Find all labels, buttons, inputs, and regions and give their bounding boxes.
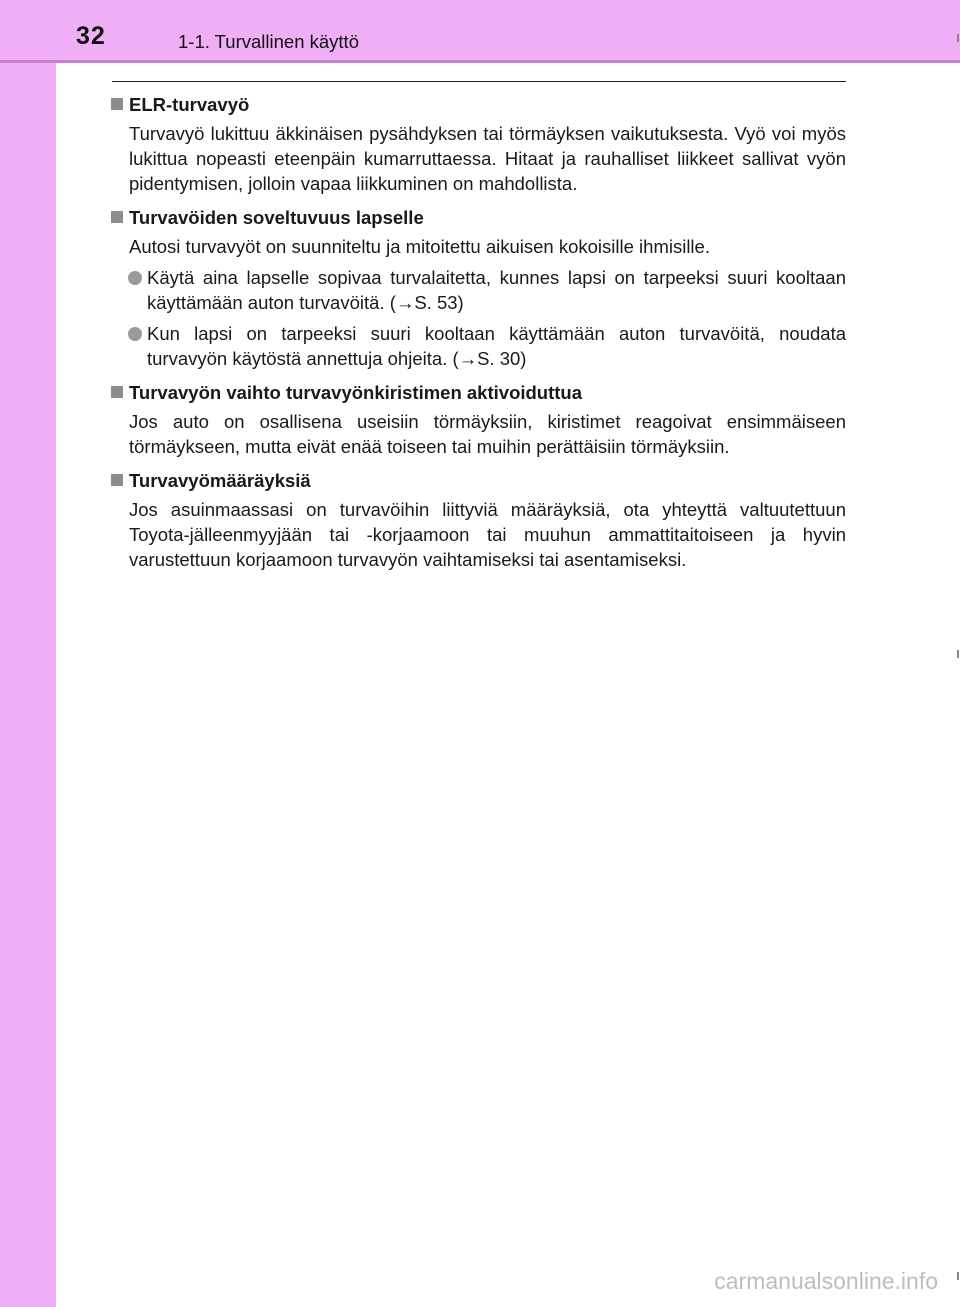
crop-mark (957, 34, 959, 42)
round-bullet-icon (128, 327, 142, 341)
section-body: Jos asuinmaassasi on turvavöihin liittyviä määräyksiä, ota yhteyttä valtuutettuun Toyota-jälleenmyyjään tai -korjaamoon tai muuhun ammattitaitoiseen ja hyvin varustettuun korjaamoon turvavyön vaihtamiseksi tai asentamiseksi. (129, 499, 846, 570)
chapter-title: 1-1. Turvallinen käyttö (178, 31, 359, 52)
square-bullet-icon (111, 474, 123, 486)
section-body: Turvavyö lukittuu äkkinäisen pysähdyksen tai törmäyksen vaikutuksesta. Vyö voi myös lukittua nopeasti eteenpäin kumarruttaessa. Hitaat ja rauhalliset liikkeet sallivat vyön pidentymisen, jolloin vapaa liikkuminen on mahdollista. (129, 123, 846, 194)
page-number: 32 (76, 22, 106, 50)
section-heading-elr (110, 92, 846, 117)
side-color-strip (0, 0, 56, 1307)
section-heading-regulations (110, 468, 846, 493)
watermark: carmanualsonline.info (714, 1268, 938, 1294)
section-heading-pretensioner (110, 380, 846, 405)
crop-mark (957, 1272, 959, 1280)
section-title: ELR-turvavyö (129, 94, 250, 115)
list-item (110, 321, 846, 371)
section-title: Turvavöiden soveltuvuus lapselle (129, 207, 424, 228)
section-heading-child-suitability (110, 205, 846, 230)
round-bullet-icon (128, 271, 142, 285)
crop-mark (957, 650, 959, 658)
list-item (110, 265, 846, 315)
section-body: Autosi turvavyöt on suunniteltu ja mitoitettu aikuisen kokoisille ihmisille. (129, 236, 710, 257)
square-bullet-icon (111, 98, 123, 110)
header-band (0, 0, 960, 60)
section-title: Turvavyömääräyksiä (129, 470, 311, 491)
header-divider (0, 60, 960, 63)
section-title: Turvavyön vaihto turvavyönkiristimen aktivoiduttua (129, 382, 583, 403)
list-item-text: Kun lapsi on tarpeeksi suuri kooltaan käyttämään auton turvavöitä, noudata turvavyön käytöstä annettuja ohjeita. (→S. 30) (147, 323, 846, 369)
square-bullet-icon (111, 211, 123, 223)
section-rule (112, 81, 846, 82)
square-bullet-icon (111, 386, 123, 398)
page-content (110, 92, 846, 572)
section-body: Jos auto on osallisena useisiin törmäyksiin, kiristimet reagoivat ensimmäiseen törmäykseen, mutta eivät enää toiseen tai muihin perättäisiin törmäyksiin. (129, 411, 846, 457)
list-item-text: Käytä aina lapselle sopivaa turvalaitetta, kunnes lapsi on tarpeeksi suuri kooltaan käyttämään auton turvavöitä. (→S. 53) (147, 267, 846, 313)
